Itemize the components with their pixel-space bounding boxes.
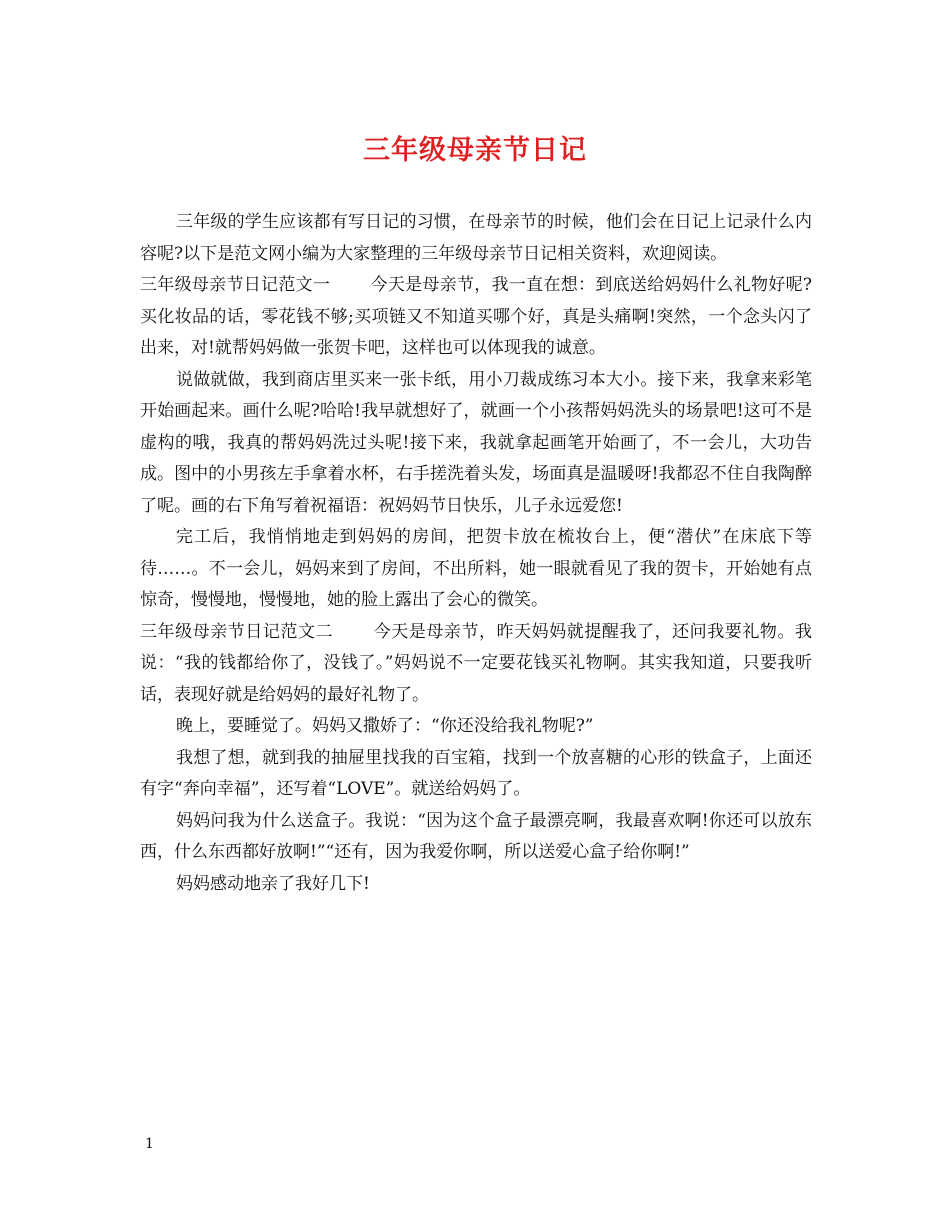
essay-1-first-paragraph <box>140 270 812 365</box>
essay-2-first-text: 今天是母亲节，昨天妈妈就提醒我了，还问我要礼物。我说：“我的钱都给你了，没钱了。”妈妈说不一定要花钱买礼物啊。其实我知道，只要我听话，表现好就是给妈妈的最好礼物了。 <box>140 621 813 705</box>
essay-1-paragraph-3: 完工后，我悄悄地走到妈妈的房间，把贺卡放在梳妆台上，便“潜伏”在床底下等待……。不一会儿，妈妈来到了房间，不出所料，她一眼就看见了我的贺卡，开始她有点惊奇，慢慢地，慢慢地，她的脸上露出了会心的微笑。 <box>140 527 812 610</box>
essay-1-first-text: 今天是母亲节，我一直在想：到底送给妈妈什么礼物好呢?买化妆品的话，零花钱不够;买项链又不知道买哪个好，真是头痛啊!突然，一个念头闪了出来，对!就帮妈妈做一张贺卡吧，这样也可以体现我的诚意。 <box>140 275 812 358</box>
page-number: 1 <box>145 1136 154 1152</box>
intro-paragraph: 三年级的学生应该都有写日记的习惯，在母亲节的时候，他们会在日记上记录什么内容呢?以下是范文网小编为大家整理的三年级母亲节日记相关资料，欢迎阅读。 <box>140 212 812 264</box>
essay-2-paragraph-4: 妈妈问我为什么送盒子。我说：“因为这个盒子最漂亮啊，我最喜欢啊!你还可以放东西，什么东西都好放啊!”“还有，因为我爱你啊，所以送爱心盒子给你啊!” <box>140 810 812 862</box>
essay-2-first-paragraph <box>140 617 812 712</box>
essay-2-heading: 三年级母亲节日记范文二 <box>140 621 334 642</box>
document-body <box>140 207 812 900</box>
essay-2-paragraph-3: 我想了想，就到我的抽屉里找我的百宝箱，找到一个放喜糖的心形的铁盒子，上面还有字“奔向幸福”，还写着“LOVE”。就送给妈妈了。 <box>140 747 812 799</box>
essay-2-paragraph-5: 妈妈感动地亲了我好几下! <box>176 873 370 894</box>
essay-1-paragraph-2: 说做就做，我到商店里买来一张卡纸，用小刀裁成练习本大小。接下来，我拿来彩笔开始画起来。画什么呢?哈哈!我早就想好了，就画一个小孩帮妈妈洗头的场景吧!这可不是虚构的哦，我真的帮妈妈洗过头呢!接下来，我就拿起画笔开始画了，不一会儿，大功告成。图中的小男孩左手拿着水杯，右手搓洗着头发，场面真是温暖呀!我都忍不住自我陶醉了呢。画的右下角写着祝福语：祝妈妈节日快乐，儿子永远爱您! <box>140 369 812 516</box>
document-title: 三年级母亲节日记 <box>363 135 587 166</box>
essay-1-heading: 三年级母亲节日记范文一 <box>140 275 331 295</box>
essay-2-paragraph-2: 晚上，要睡觉了。妈妈又撒娇了：“你还没给我礼物呢?” <box>176 716 594 736</box>
